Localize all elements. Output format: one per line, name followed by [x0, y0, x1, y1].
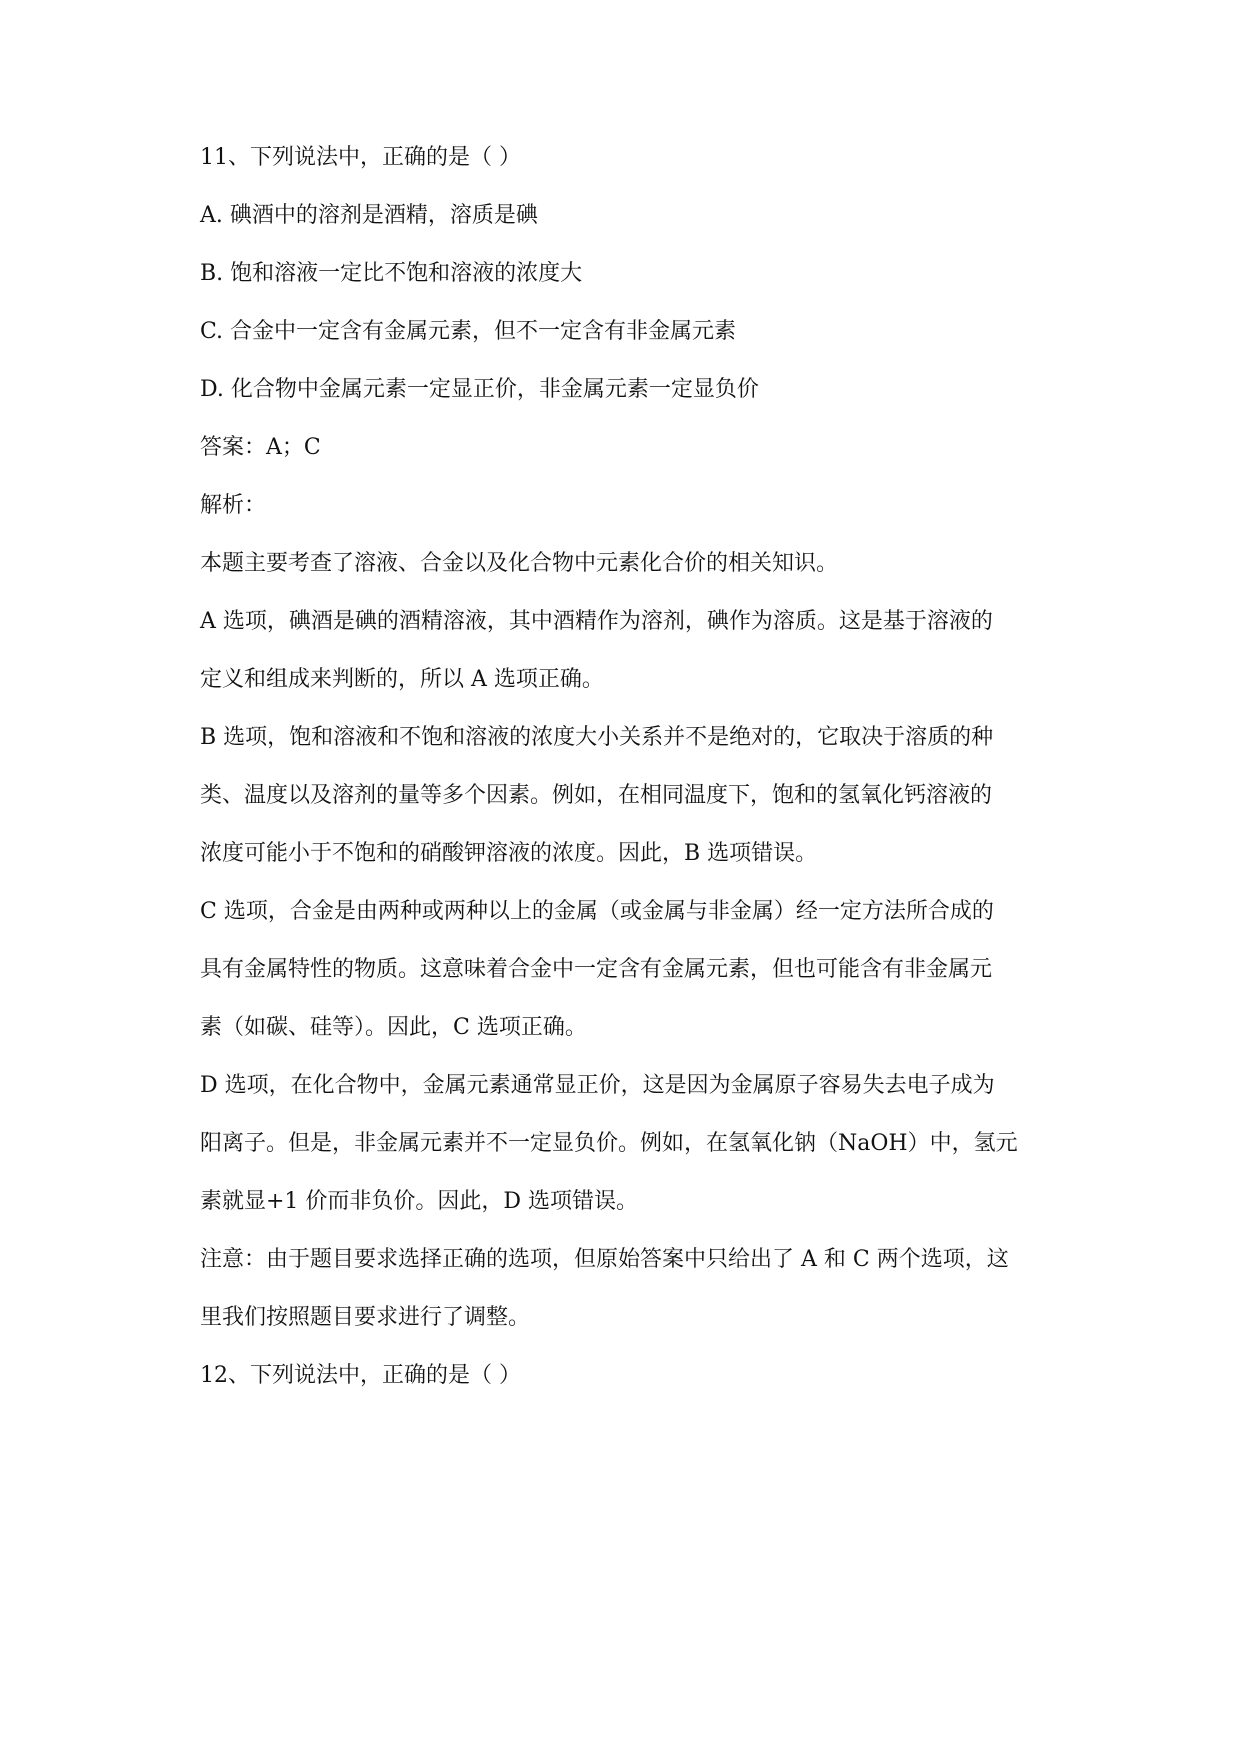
note-line: 注意：由于题目要求选择正确的选项，但原始答案中只给出了 A 和 C 两个选项，这 — [200, 1247, 1009, 1272]
explanation-c-line: C 选项，合金是由两种或两种以上的金属（或金属与非金属）经一定方法所合成的 — [200, 899, 994, 924]
option-b: B. 饱和溶液一定比不饱和溶液的浓度大 — [200, 261, 583, 286]
explanation-b — [200, 722, 1080, 870]
explanation-d-line: 阳离子。但是，非金属元素并不一定显负价。例如，在氢氧化钠（NaOH）中，氢元 — [200, 1131, 1018, 1156]
question-12-stem: 12、下列说法中，正确的是（ ） — [200, 1363, 521, 1388]
explanation-d-line: D 选项，在化合物中，金属元素通常显正价，这是因为金属原子容易失去电子成为 — [200, 1073, 995, 1098]
explanation-c-line: 素（如碳、硅等）。因此，C 选项正确。 — [200, 1015, 587, 1040]
analysis-label: 解析： — [200, 493, 267, 518]
question-11-stem: 11、下列说法中，正确的是（ ） — [200, 145, 521, 170]
explanation-a — [200, 606, 1080, 696]
explanation-b-line: 类、温度以及溶剂的量等多个因素。例如，在相同温度下，饱和的氢氧化钙溶液的 — [200, 783, 993, 808]
answer: 答案：A；C — [200, 435, 321, 460]
note — [200, 1244, 1080, 1334]
option-c: C. 合金中一定含有金属元素，但不一定含有非金属元素 — [200, 319, 737, 344]
analysis-summary: 本题主要考查了溶液、合金以及化合物中元素化合价的相关知识。 — [200, 551, 839, 576]
note-line: 里我们按照题目要求进行了调整。 — [200, 1305, 531, 1330]
explanation-a-line: 定义和组成来判断的，所以 A 选项正确。 — [200, 667, 604, 692]
option-d: D. 化合物中金属元素一定显正价，非金属元素一定显负价 — [200, 377, 759, 402]
explanation-c — [200, 896, 1080, 1044]
explanation-b-line: 浓度可能小于不饱和的硝酸钾溶液的浓度。因此，B 选项错误。 — [200, 841, 818, 866]
explanation-d — [200, 1070, 1080, 1218]
explanation-c-line: 具有金属特性的物质。这意味着合金中一定含有金属元素，但也可能含有非金属元 — [200, 957, 993, 982]
explanation-a-line: A 选项，碘酒是碘的酒精溶液，其中酒精作为溶剂，碘作为溶质。这是基于溶液的 — [200, 609, 993, 634]
explanation-b-line: B 选项，饱和溶液和不饱和溶液的浓度大小关系并不是绝对的，它取决于溶质的种 — [200, 725, 994, 750]
explanation-d-line: 素就显+1 价而非负价。因此，D 选项错误。 — [200, 1189, 639, 1214]
option-a: A. 碘酒中的溶剂是酒精，溶质是碘 — [200, 203, 538, 228]
document-page — [200, 142, 1080, 1392]
